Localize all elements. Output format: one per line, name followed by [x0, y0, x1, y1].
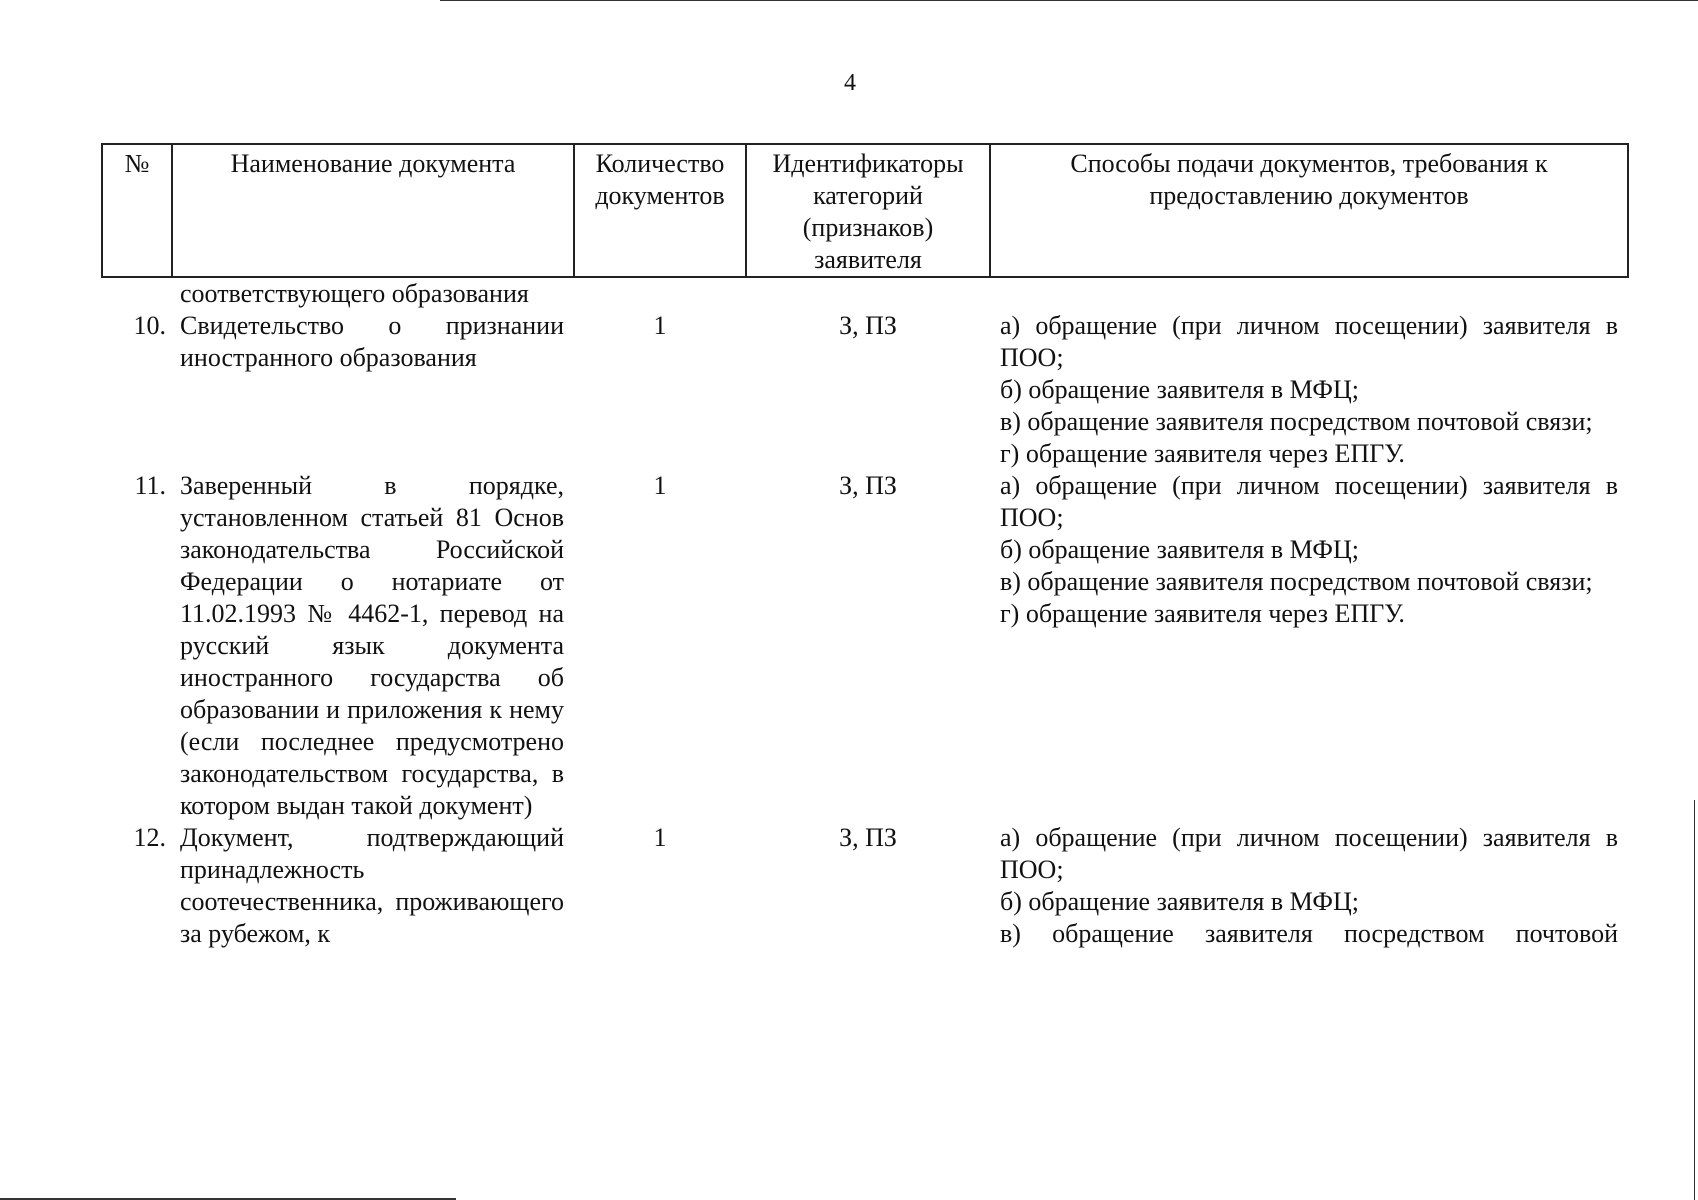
cell-quantity: 1 [653, 471, 667, 500]
header-document-name: Наименование документа [172, 144, 574, 277]
cell-applicant-ids: З, ПЗ [839, 471, 897, 500]
page-number: 4 [844, 70, 856, 96]
table-row [102, 470, 1628, 822]
cell-document-name: Свидетельство о признании иностранного образования [180, 311, 564, 372]
submission-way-item: б) обращение заявителя в МФЦ; [1000, 375, 1359, 404]
right-edge-line [1694, 800, 1695, 1200]
submission-way-item: г) обращение заявителя через ЕПГУ. [1000, 439, 1405, 468]
submission-way-item: в) обращение заявителя посредством почтовой связи; [1000, 407, 1593, 436]
submission-way-item: б) обращение заявителя в МФЦ; [1000, 887, 1359, 916]
cell-number [102, 277, 172, 310]
submission-way-item: г) обращение заявителя через ЕПГУ. [1000, 599, 1405, 628]
header-applicant-ids: Идентификаторы категорий (признаков) заявителя [746, 144, 990, 277]
submission-way-item: б) обращение заявителя в МФЦ; [1000, 535, 1359, 564]
cell-number: 11. [134, 471, 166, 500]
cell-applicant-ids: З, ПЗ [839, 311, 897, 340]
documents-table [101, 143, 1629, 950]
cell-applicant-ids: З, ПЗ [839, 823, 897, 852]
cell-document-name: соответствующего образования [180, 279, 529, 308]
header-quantity: Количество документов [574, 144, 746, 277]
submission-way-item: в) обращение заявителя посредством почтовой [1000, 919, 1618, 948]
cell-submission-ways [990, 277, 1628, 310]
cell-applicant-ids [746, 277, 990, 310]
table-row-continuation [102, 277, 1628, 310]
header-submission-ways: Способы подачи документов, требования к предоставлению документов [990, 144, 1628, 277]
submission-way-item: в) обращение заявителя посредством почтовой связи; [1000, 567, 1593, 596]
cell-quantity: 1 [653, 823, 667, 852]
submission-way-item: а) обращение (при личном посещении) заявителя в ПОО; [1000, 471, 1618, 532]
cell-submission-ways [990, 310, 1628, 470]
cell-quantity [574, 277, 746, 310]
table-row [102, 822, 1628, 950]
submission-way-item: а) обращение (при личном посещении) заявителя в ПОО; [1000, 823, 1618, 884]
header-number: № [102, 144, 172, 277]
top-scan-line [440, 0, 1698, 1]
cell-number: 12. [133, 823, 166, 852]
cell-submission-ways [990, 822, 1628, 950]
cell-document-name: Заверенный в порядке, установленном статьей 81 Основ законодательства Российской Федерации о нотариате от 11.02.1993 № 4462-1, перевод на русский язык документа иностранного государства об образовании и приложения к нему (если последнее предусмотрено законодательством государства, в котором выдан такой документ) [180, 471, 564, 820]
cell-document-name: Документ, подтверждающий принадлежность соотечественника, проживающего за рубежом, к [180, 823, 564, 948]
cell-number: 10. [133, 311, 166, 340]
cell-quantity: 1 [653, 311, 667, 340]
table-header-row [102, 144, 1628, 277]
cell-submission-ways [990, 470, 1628, 822]
submission-way-item: а) обращение (при личном посещении) заявителя в ПОО; [1000, 311, 1618, 372]
table-row [102, 310, 1628, 470]
